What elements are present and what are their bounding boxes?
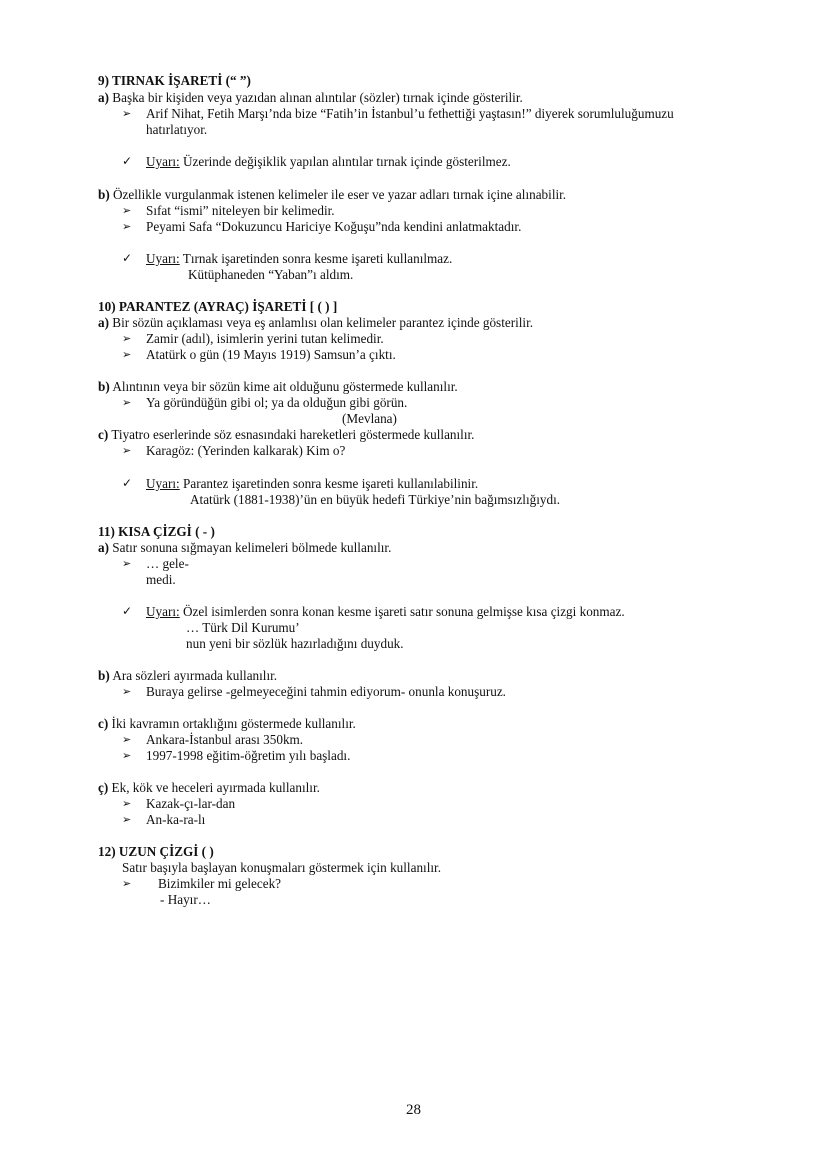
section-10a-rule: [98, 315, 533, 331]
item-label: c): [98, 427, 109, 442]
arrow-bullet-icon: ➢: [122, 814, 132, 826]
rule-text: Alıntının veya bir sözün kime ait olduğunu göstermede kullanılır.: [112, 379, 458, 394]
item-label: ç): [98, 780, 109, 795]
rule-text: Bir sözün açıklaması veya eş anlamlısı olan kelimeler parantez içinde gösterilir.: [112, 315, 534, 330]
example: Karagöz: (Yerinden kalkarak) Kim o?: [146, 443, 346, 458]
example: Atatürk o gün (19 Mayıs 1919) Samsun’a çıktı.: [146, 347, 396, 362]
section-10b-rule: [98, 379, 458, 395]
section-12-title: 12) UZUN ÇİZGİ ( ): [98, 844, 214, 859]
warning-text: Parantez işaretinden sonra kesme işareti kullanılabilinir.: [183, 476, 479, 491]
section-11-title: 11) KISA ÇİZGİ ( - ): [98, 524, 215, 539]
check-icon: ✓: [122, 604, 133, 618]
arrow-bullet-icon: ➢: [122, 445, 132, 457]
example: An-ka-ra-lı: [146, 812, 206, 827]
warning-example: … Türk Dil Kurumu’: [186, 620, 300, 635]
rule-text: Satır sonuna sığmayan kelimeleri bölmede kullanılır.: [112, 540, 392, 555]
example: … gele-: [146, 556, 189, 571]
arrow-bullet-icon: ➢: [122, 333, 132, 345]
section-9-title: 9) TIRNAK İŞARETİ (“ ”): [98, 73, 251, 88]
item-label: b): [98, 379, 110, 394]
arrow-bullet-icon: ➢: [122, 558, 132, 570]
section-9b-rule: [98, 187, 566, 203]
arrow-bullet-icon: ➢: [122, 878, 132, 890]
example: Ankara-İstanbul arası 350km.: [146, 732, 304, 747]
item-label: b): [98, 187, 110, 202]
warning-example: Kütüphaneden “Yaban”ı aldım.: [188, 267, 354, 282]
rule-text: Özellikle vurgulanmak istenen kelimeler ile eser ve yazar adları tırnak içine alınabilir.: [113, 187, 567, 202]
warning: [146, 154, 511, 170]
item-label: a): [98, 315, 109, 330]
section-11b-rule: [98, 668, 277, 684]
warning-example: Atatürk (1881-1938)’ün en büyük hedefi Türkiye’nin bağımsızlığıydı.: [190, 492, 561, 507]
item-label: b): [98, 668, 110, 683]
section-10-title: 10) PARANTEZ (AYRAÇ) İŞARETİ [ ( ) ]: [98, 299, 338, 314]
check-icon: ✓: [122, 476, 133, 490]
rule-text: Tiyatro eserlerinde söz esnasındaki hareketleri göstermede kullanılır.: [111, 427, 475, 442]
example: Ya göründüğün gibi ol; ya da olduğun gibi görün.: [146, 395, 408, 410]
item-label: a): [98, 540, 109, 555]
example: Arif Nihat, Fetih Marşı’nda bize “Fatih’in İstanbul’u fethettiği yaştasın!” diyerek sorumluluğumuzu: [146, 106, 674, 121]
arrow-bullet-icon: ➢: [122, 349, 132, 361]
warning: [146, 251, 452, 267]
arrow-bullet-icon: ➢: [122, 750, 132, 762]
warning-label: Uyarı:: [146, 251, 180, 266]
example-continued: hatırlatıyor.: [146, 122, 208, 137]
section-11a-rule: [98, 540, 391, 556]
warning-label: Uyarı:: [146, 154, 180, 169]
arrow-bullet-icon: ➢: [122, 798, 132, 810]
section-12-rule: Satır başıyla başlayan konuşmaları göstermek için kullanılır.: [122, 860, 441, 875]
arrow-bullet-icon: ➢: [122, 221, 132, 233]
warning-label: Uyarı:: [146, 604, 180, 619]
page-number: 28: [406, 1102, 421, 1118]
section-11cc-rule: [98, 780, 320, 796]
example-continued: - Hayır…: [160, 892, 211, 907]
example: Bizimkiler mi gelecek?: [158, 876, 282, 891]
warning-text: Üzerinde değişiklik yapılan alıntılar tırnak içinde gösterilmez.: [183, 154, 511, 169]
check-icon: ✓: [122, 251, 133, 265]
example-continued: medi.: [146, 572, 176, 587]
section-10c-rule: [98, 427, 474, 443]
warning: [146, 476, 478, 492]
section-9a-rule: [98, 90, 523, 106]
example: Zamir (adıl), isimlerin yerini tutan kelimedir.: [146, 331, 384, 346]
example: Buraya gelirse -gelmeyeceğini tahmin ediyorum- onunla konuşuruz.: [146, 684, 506, 699]
warning-text: Tırnak işaretinden sonra kesme işareti kullanılmaz.: [182, 251, 453, 266]
example: Sıfat “ismi” niteleyen bir kelimedir.: [146, 203, 335, 218]
item-label: c): [98, 716, 109, 731]
arrow-bullet-icon: ➢: [122, 108, 132, 120]
section-11c-rule: [98, 716, 356, 732]
arrow-bullet-icon: ➢: [122, 734, 132, 746]
check-icon: ✓: [122, 154, 133, 168]
example: Kazak-çı-lar-dan: [146, 796, 236, 811]
rule-text: Ara sözleri ayırmada kullanılır.: [112, 668, 278, 683]
rule-text: Ek, kök ve heceleri ayırmada kullanılır.: [111, 780, 320, 795]
rule-text: İki kavramın ortaklığını göstermede kullanılır.: [111, 716, 356, 731]
example: 1997-1998 eğitim-öğretim yılı başladı.: [146, 748, 351, 763]
item-label: a): [98, 90, 109, 105]
example: Peyami Safa “Dokuzuncu Hariciye Koğuşu”nda kendini anlatmaktadır.: [146, 219, 522, 234]
arrow-bullet-icon: ➢: [122, 205, 132, 217]
warning-example-continued: nun yeni bir sözlük hazırladığını duyduk.: [186, 636, 404, 651]
arrow-bullet-icon: ➢: [122, 397, 132, 409]
rule-text: Başka bir kişiden veya yazıdan alınan alıntılar (sözler) tırnak içinde gösterilir.: [112, 90, 523, 105]
warning-label: Uyarı:: [146, 476, 180, 491]
arrow-bullet-icon: ➢: [122, 686, 132, 698]
attribution: (Mevlana): [342, 411, 397, 426]
warning-text: Özel isimlerden sonra konan kesme işareti satır sonuna gelmişse kısa çizgi konmaz.: [183, 604, 625, 619]
warning: [146, 604, 625, 620]
